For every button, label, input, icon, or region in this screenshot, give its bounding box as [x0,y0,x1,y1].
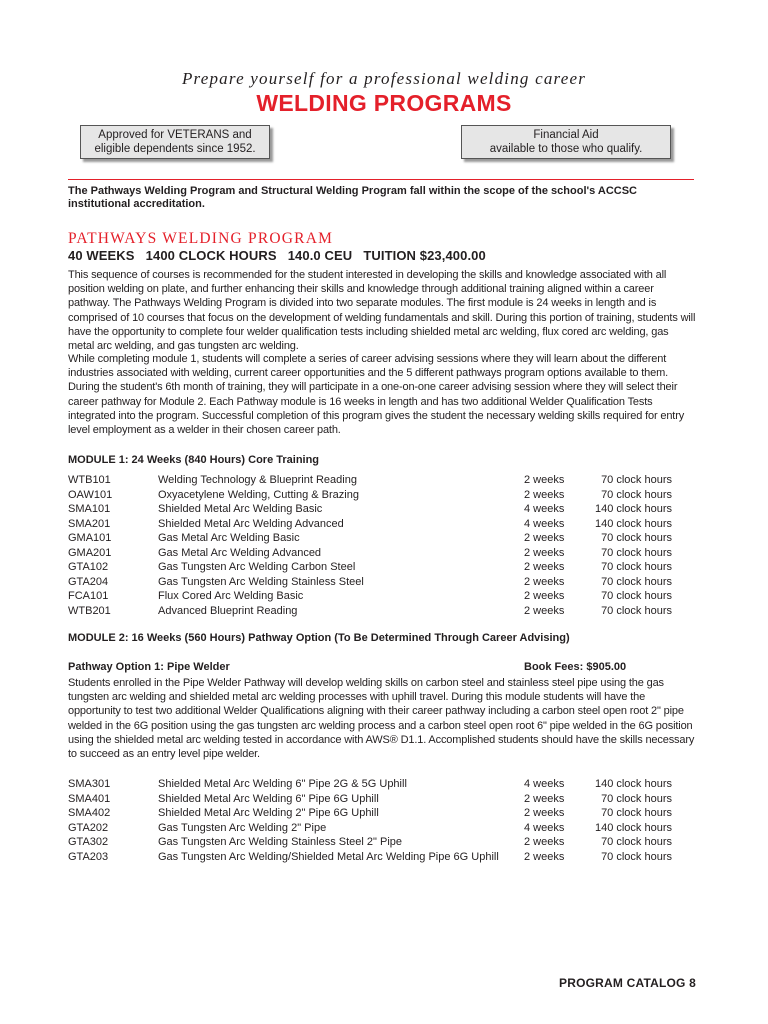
course-row [68,604,708,619]
tagline: Prepare yourself for a professional welding career [181,69,587,88]
divider [68,179,694,180]
course-code: GTA204 [68,575,109,588]
course-duration: 4 weeks [524,517,565,530]
course-row [68,546,708,561]
course-hours: 70 clock hours [601,836,672,848]
course-duration: 2 weeks [524,590,565,602]
course-row [68,835,708,850]
financial-aid-callout [461,125,671,159]
course-duration: 2 weeks [524,807,565,819]
program-description-1: This sequence of courses is recommended for the student interested in developing the skills and knowledge associated with all position welding on plate, and further enhancing their skills and knowledge through additional training aligned within a career pathway. The Pathways Welding Program is divided into two separate modules. The first module is 24 weeks in length and is comprised of 10 courses that focus on the development of welding fundamentals and skill. During this portion of training, students will have the opportunity to complete four welder qualification tests including shielded metal arc welding, flux cored arc welding, gas metal arc welding, and gas tungsten arc welding. [68,269,696,353]
course-title: Shielded Metal Arc Welding 2" Pipe 6G Uphill [158,807,379,819]
course-code: GTA302 [68,836,109,848]
financial-aid-callout-line-2: available to those who qualify. [489,143,643,155]
course-duration: 4 weeks [524,821,565,834]
course-title: Gas Tungsten Arc Welding Stainless Steel [158,575,364,588]
veterans-callout [80,125,270,159]
program-title: PATHWAYS WELDING PROGRAM [68,230,334,247]
course-hours: 70 clock hours [601,575,672,588]
course-code: GMA201 [68,546,112,559]
course-code: SMA101 [68,503,111,515]
module-1-heading: MODULE 1: 24 Weeks (840 Hours) Core Training [68,454,320,466]
course-row [68,589,708,604]
accreditation-note: The Pathways Welding Program and Structural Welding Program fall within the scope of the school's ACCSC institutional accreditation. [68,185,637,210]
module-2-course-table [68,777,708,864]
pathway-description: Students enrolled in the Pipe Welder Pathway will develop welding skills on carbon steel and stainless steel pipe using the gas tungsten arc welding and shielded metal arc welding processes with uphill travel. During this module students will have the opportunity to test two additional Welder Qualifications aligning with their career pathway including a carbon steel open root 2" pipe welded in the 6G position using the gas tungsten arc welding process and a carbon steel open root 6" pipe welded in the 6G position using the shielded metal arc welding tested in accordance with AWS® D1.1. Accomplished students should have the skills necessary to succeed as an entry level pipe welder. [68,677,695,761]
course-duration: 2 weeks [524,488,565,501]
course-duration: 2 weeks [524,850,565,863]
course-title: Gas Tungsten Arc Welding/Shielded Metal Arc Welding Pipe 6G Uphill [158,850,499,863]
course-code: WTB101 [68,474,111,486]
course-row [68,806,708,821]
course-title: Gas Metal Arc Welding Advanced [158,546,322,559]
course-code: GTA202 [68,821,109,834]
page-title: WELDING PROGRAMS [256,90,512,116]
course-hours: 70 clock hours [601,590,672,602]
veterans-callout-line-1: Approved for VETERANS and [98,129,252,141]
course-hours: 70 clock hours [601,604,672,617]
course-code: SMA402 [68,807,111,819]
course-duration: 2 weeks [524,546,565,559]
course-duration: 2 weeks [524,575,565,588]
course-code: OAW101 [68,488,113,501]
footer-label: PROGRAM CATALOG [559,976,686,990]
page-number: 8 [689,976,696,990]
course-row [68,850,708,865]
course-hours: 70 clock hours [601,807,672,819]
course-title: Welding Technology & Blueprint Reading [158,474,357,486]
course-hours: 70 clock hours [601,546,672,559]
pathway-heading [68,661,628,673]
course-row [68,575,708,590]
course-code: FCA101 [68,590,109,602]
course-hours: 140 clock hours [594,778,672,790]
course-code: GTA102 [68,561,109,573]
course-duration: 2 weeks [524,561,565,573]
course-code: SMA401 [68,792,111,805]
course-hours: 70 clock hours [601,561,672,573]
module-2-heading: MODULE 2: 16 Weeks (560 Hours) Pathway Option (To Be Determined Through Career Advising) [68,632,570,644]
program-description-2: While completing module 1, students will complete a series of career advising sessions where they will learn about the different industries associated with welding, current career opportunities and the 5 different pathways program options available to them. During the student's 6th month of training, they will participate in a one-on-one career advising session where they will select their career pathway for Module 2. Each Pathway module is 16 weeks in length and has two additional Welder Qualification Tests integrated into the program. Successful completion of this program gives the student the necessary welding skills required for entry level employment as a welder in their chosen career path. [68,353,685,437]
course-hours: 70 clock hours [601,474,672,486]
course-hours: 140 clock hours [594,503,672,515]
course-row [68,517,708,532]
course-hours: 70 clock hours [601,792,672,805]
course-row [68,502,708,517]
course-title: Advanced Blueprint Reading [158,604,298,617]
course-title: Gas Tungsten Arc Welding Stainless Steel 2" Pipe [158,836,403,848]
course-duration: 2 weeks [524,836,565,848]
course-hours: 140 clock hours [594,517,672,530]
course-duration: 2 weeks [524,532,565,544]
course-code: SMA301 [68,778,111,790]
course-title: Shielded Metal Arc Welding Basic [158,503,323,515]
course-row [68,821,708,836]
module-1-course-table [68,473,708,618]
course-code: GMA101 [68,532,112,544]
course-title: Oxyacetylene Welding, Cutting & Brazing [158,488,359,501]
book-fees: Book Fees: $905.00 [524,661,627,673]
course-duration: 2 weeks [524,604,565,617]
course-code: SMA201 [68,517,111,530]
page-footer [0,976,696,990]
course-duration: 2 weeks [524,792,565,805]
course-hours: 70 clock hours [601,532,672,544]
program-stats: 40 WEEKS 1400 CLOCK HOURS 140.0 CEU TUITION $23,400.00 [68,248,486,263]
course-row [68,531,708,546]
course-row [68,777,708,792]
pathway-title: Pathway Option 1: Pipe Welder [68,661,230,673]
veterans-callout-line-2: eligible dependents since 1952. [94,143,256,155]
course-code: GTA203 [68,850,109,863]
course-hours: 70 clock hours [601,488,672,501]
course-duration: 2 weeks [524,474,565,486]
course-title: Shielded Metal Arc Welding 6" Pipe 6G Uphill [158,792,379,805]
course-title: Gas Metal Arc Welding Basic [158,532,300,544]
course-duration: 4 weeks [524,503,565,515]
course-hours: 140 clock hours [594,821,672,834]
course-duration: 4 weeks [524,778,565,790]
course-title: Gas Tungsten Arc Welding Carbon Steel [158,561,356,573]
course-title: Flux Cored Arc Welding Basic [158,590,304,602]
financial-aid-callout-line-1: Financial Aid [533,129,599,141]
course-row [68,488,708,503]
course-code: WTB201 [68,604,111,617]
course-title: Shielded Metal Arc Welding Advanced [158,517,344,530]
course-hours: 70 clock hours [601,850,672,863]
course-title: Shielded Metal Arc Welding 6" Pipe 2G & 5G Uphill [158,778,407,790]
course-row [68,792,708,807]
course-row [68,560,708,575]
course-row [68,473,708,488]
course-title: Gas Tungsten Arc Welding 2" Pipe [158,821,327,834]
